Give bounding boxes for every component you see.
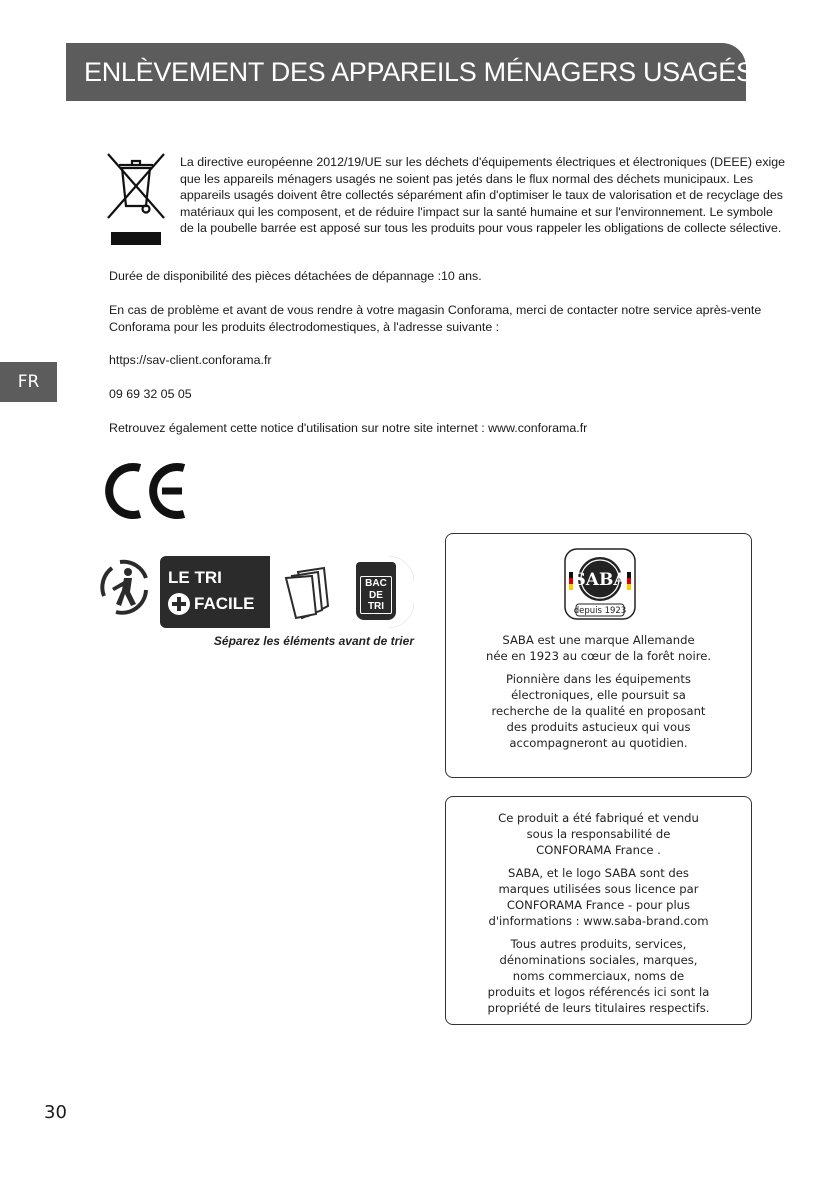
saba-info-box bbox=[445, 533, 752, 778]
saba-paragraph-1: SABA est une marque Allemande née en 1923 au cœur de la forêt noire. bbox=[485, 633, 712, 663]
saba-logo bbox=[564, 548, 636, 620]
contact-text: En cas de problème et avant de vous rendre à votre magasin Conforama, merci de contacter notre service après-vente Conforama pour les produits électrodomestiques, à l'adresse suivante : bbox=[109, 303, 762, 334]
bin-label: BAC DE TRI bbox=[360, 576, 392, 614]
weee-underline-bar bbox=[111, 232, 161, 245]
page-title: ENLÈVEMENT DES APPAREILS MÉNAGERS USAGÉS bbox=[66, 43, 746, 101]
saba-logo-text: SABA bbox=[573, 570, 627, 590]
saba-paragraph-2: Pionnière dans les équipements électroniques, elle poursuit sa recherche de la qualité en proposant des produits astucieux qui vous accompagneront au quotidien. bbox=[491, 672, 706, 750]
sorting-bin-icon bbox=[356, 562, 396, 620]
crossed-out-wheelie-bin-icon bbox=[106, 152, 166, 220]
page-number: 30 bbox=[44, 1102, 67, 1123]
language-tab: FR bbox=[0, 362, 57, 402]
legal-paragraph-2: SABA, et le logo SABA sont des marques utilisées sous licence par CONFORAMA France - pour plus d'informations : www.saba-brand.com bbox=[488, 866, 709, 928]
ce-mark-icon bbox=[104, 462, 188, 520]
saba-since: depuis 1923 bbox=[573, 606, 627, 616]
website-text: Retrouvez également cette notice d'utilisation sur notre site internet : www.conforama.fr bbox=[109, 421, 588, 435]
legal-paragraph-3: Tous autres produits, services, dénominations sociales, marques, noms commerciaux, noms de produits et logos référencés ici sont la propriété de leurs titulaires respectifs. bbox=[487, 937, 710, 1015]
legal-info-box bbox=[445, 796, 752, 1025]
le-tri-facile-banner bbox=[160, 556, 414, 628]
support-url[interactable]: https://sav-client.conforama.fr bbox=[109, 353, 272, 367]
plus-icon bbox=[168, 593, 190, 615]
spare-parts-text: Durée de disponibilité des pièces détachées de dépannage :10 ans. bbox=[109, 269, 482, 283]
weee-directive-text: La directive européenne 2012/19/UE sur les déchets d'équipements électriques et électroniques (DEEE) exige que les appareils ménagers usagés ne soient pas jetés dans le flux normal des déchets municipaux. Les appareils usagés doivent être collectés séparément afin d'optimiser le taux de valorisation et de recyclage des matériaux qui les composent, et de réduire l'impact sur la santé humaine et sur l'environnement. Le symbole de la poubelle barrée est apposé sur tous les produits pour vous rappeler les obligations de collecte sélective. bbox=[180, 155, 786, 236]
triman-caption: Séparez les éléments avant de trier bbox=[213, 634, 414, 648]
support-phone: 09 69 32 05 05 bbox=[109, 387, 192, 401]
triman-icon bbox=[94, 556, 156, 618]
tri-line1: LE TRI bbox=[168, 568, 222, 587]
tri-line2: FACILE bbox=[194, 594, 255, 613]
paper-icon bbox=[278, 564, 338, 620]
legal-paragraph-1: Ce produit a été fabriqué et vendu sous la responsabilité de CONFORAMA France . bbox=[498, 811, 699, 857]
